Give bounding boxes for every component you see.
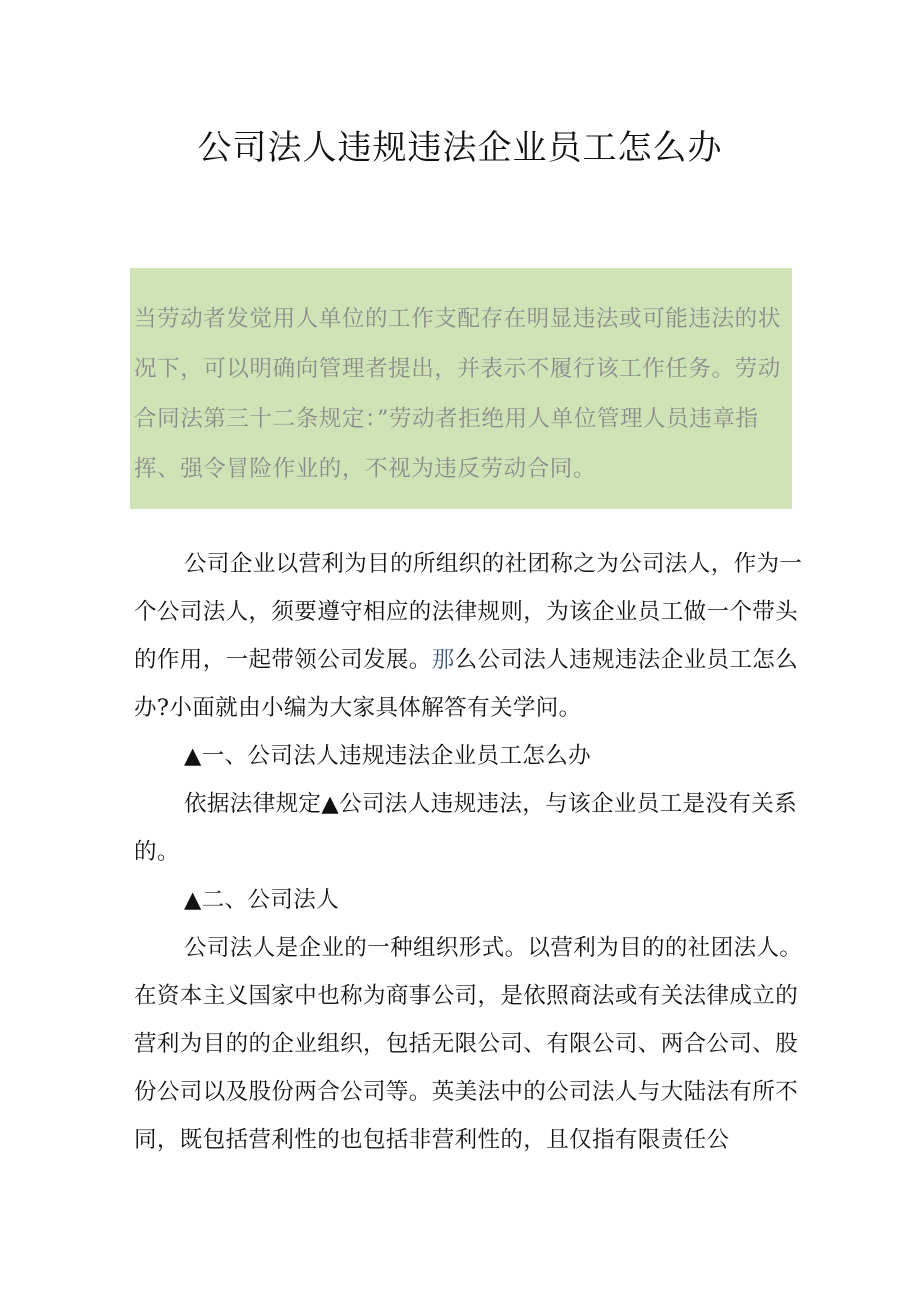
intro-text-part-2: 么公司法人违规违法企业员工怎么办?小面就由小编为大家具体解答有关学问。	[134, 647, 799, 721]
intro-text-part-1: 公司企业以营利为目的所组织的社团称之为公司法人，作为一个公司法人，须要遵守相应的法律规则，为该企业员工做一个带头的作用，一起带领公司发展。	[134, 551, 803, 673]
intro-link-text[interactable]: 那	[431, 647, 455, 673]
highlighted-summary-text: 当劳动者发觉用人单位的工作支配存在明显违法或可能违法的状况下，可以明确向管理者提出，并表示不履行该工作任务。劳动合同法第三十二条规定：”劳动者拒绝用人单位管理人员违章指挥、强令冒险作业的，不视为违反劳动合同。	[134, 306, 781, 482]
document-title: 公司法人违规违法企业员工怎么办	[197, 128, 723, 168]
highlighted-summary-box	[130, 268, 792, 509]
section-heading-2: ▲二、公司法人	[184, 887, 340, 913]
document-body	[134, 540, 806, 1164]
section-1-paragraph: 依据法律规定▲公司法人违规违法，与该企业员工是没有关系的。	[134, 791, 798, 865]
section-heading-1: ▲一、公司法人违规违法企业员工怎么办	[184, 743, 592, 769]
intro-paragraph	[134, 540, 806, 732]
section-2-paragraph: 公司法人是企业的一种组织形式。以营利为目的的社团法人。在资本主义国家中也称为商事公司，是依照商法或有关法律成立的营利为目的的企业组织，包括无限公司、有限公司、两合公司、股份公司以及股份两合公司等。英美法中的公司法人与大陆法有所不同，既包括营利性的也包括非营利性的，且仅指有限责任公	[134, 935, 803, 1153]
